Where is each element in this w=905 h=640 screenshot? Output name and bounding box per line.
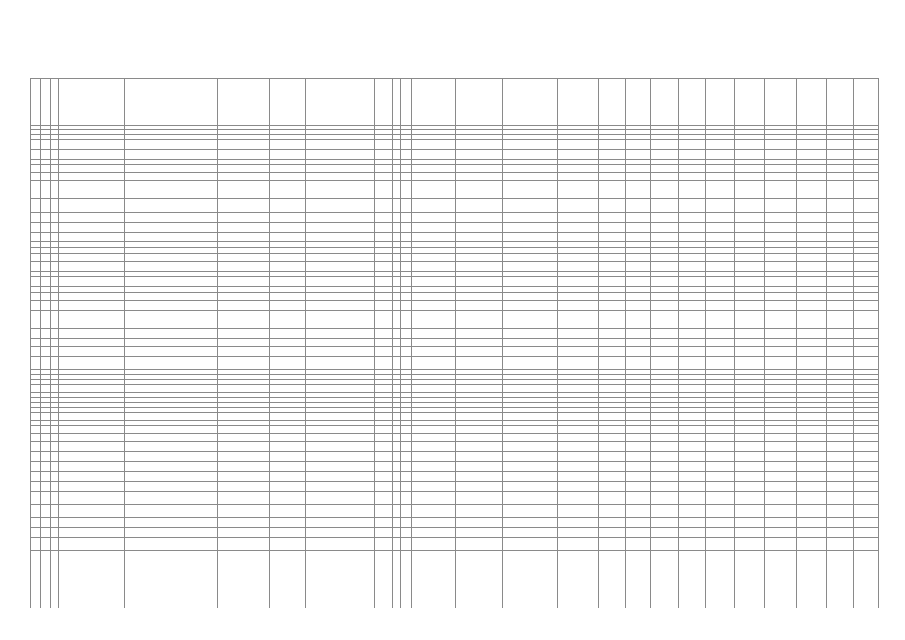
register-table (30, 78, 878, 608)
table-row (30, 481, 878, 482)
table-row (30, 164, 878, 165)
table-row (30, 407, 878, 408)
grid-column-line (400, 78, 401, 608)
header-rule (30, 78, 878, 79)
table-row (30, 471, 878, 472)
header-rule (30, 129, 878, 130)
grid-column-line (392, 78, 393, 608)
table-row (30, 369, 878, 370)
grid-column-line (650, 78, 651, 608)
grid-column-line (734, 78, 735, 608)
table-row (30, 198, 878, 199)
table-row (30, 451, 878, 452)
table-row (30, 550, 878, 551)
table-row (30, 232, 878, 233)
grid-column-line (705, 78, 706, 608)
table-row (30, 241, 878, 242)
table-row (30, 276, 878, 277)
grid-column-line (853, 78, 854, 608)
grid-column-line (40, 78, 41, 608)
table-row (30, 338, 878, 339)
grid-column-line (625, 78, 626, 608)
grid-column-line (217, 78, 218, 608)
table-row (30, 222, 878, 223)
table-row (30, 527, 878, 528)
table-row (30, 420, 878, 421)
table-row (30, 286, 878, 287)
grid-column-line (30, 78, 31, 608)
grid-column-line (678, 78, 679, 608)
table-row (30, 271, 878, 272)
table-row (30, 491, 878, 492)
grid-column-line (269, 78, 270, 608)
table-row (30, 292, 878, 293)
grid-column-line (411, 78, 412, 608)
table-row (30, 261, 878, 262)
table-row (30, 310, 878, 311)
table-row (30, 441, 878, 442)
grid-column-line (557, 78, 558, 608)
table-row (30, 392, 878, 393)
table-row (30, 379, 878, 380)
table-row (30, 300, 878, 301)
grid-column-line (124, 78, 125, 608)
grid-column-line (764, 78, 765, 608)
table-row (30, 425, 878, 426)
table-row (30, 134, 878, 135)
table-row (30, 433, 878, 434)
table-row (30, 384, 878, 385)
table-row (30, 397, 878, 398)
table-row (30, 504, 878, 505)
table-row (30, 247, 878, 248)
table-row (30, 159, 878, 160)
table-row (30, 412, 878, 413)
grid-column-line (878, 78, 879, 608)
grid-column-line (796, 78, 797, 608)
table-row (30, 139, 878, 140)
table-row (30, 461, 878, 462)
grid-column-line (50, 78, 51, 608)
table-row (30, 346, 878, 347)
grid-column-line (598, 78, 599, 608)
table-row (30, 180, 878, 181)
table-row (30, 517, 878, 518)
grid-column-line (374, 78, 375, 608)
table-row (30, 149, 878, 150)
grid-column-line (455, 78, 456, 608)
table-row (30, 374, 878, 375)
table-row (30, 328, 878, 329)
grid-column-line (826, 78, 827, 608)
table-row (30, 212, 878, 213)
table-row (30, 253, 878, 254)
grid-column-line (305, 78, 306, 608)
table-row (30, 172, 878, 173)
header-rule (30, 125, 878, 126)
table-row (30, 356, 878, 357)
grid-column-line (502, 78, 503, 608)
table-row (30, 537, 878, 538)
grid-column-line (58, 78, 59, 608)
table-row (30, 402, 878, 403)
